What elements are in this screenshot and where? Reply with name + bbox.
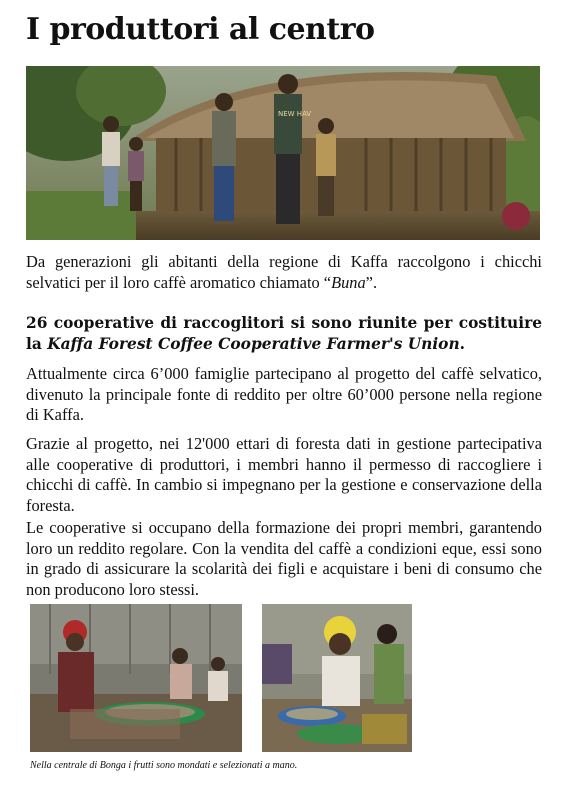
body-paragraph-2: Grazie al progetto, nei 12'000 ettari di foresta dati in gestione partecipativa alle cooperative di produttori, i membri hanno il permesso di raccogliere i chicchi di caffè. In cambio si impegnano per la gestione e conservazione della foresta.: [26, 434, 542, 515]
lead-text-start: Da generazioni gli abitanti della regione di Kaffa raccolgono i chicchi selvatici per il loro caffè aromatico chiamato “: [26, 252, 542, 292]
page-title: I produttori al centro: [26, 12, 375, 47]
lead-emphasis: Buna: [331, 272, 366, 292]
lead-text-end: ”.: [365, 272, 378, 292]
photo-caption: Nella centrale di Bonga i frutti sono mondati e selezionati a mano.: [30, 760, 298, 771]
heading-text-end: .: [459, 334, 465, 353]
photo-women-sorting-left: [30, 604, 242, 752]
photo-children-hut: [26, 66, 540, 240]
body-paragraph-1: Attualmente circa 6’000 famiglie partecipano al progetto del caffè selvatico, divenuto la principale fonte di reddito per oltre 60’000 persone nella regione di Kaffa.: [26, 364, 542, 424]
section-heading: [26, 313, 542, 354]
photo-women-sorting-right: [262, 604, 412, 752]
heading-emphasis: Kaffa Forest Coffee Cooperative Farmer's Union: [47, 334, 460, 353]
heading-text-start: 26 cooperative di raccoglitori si sono riunite per costituire la: [26, 314, 542, 353]
body-paragraph-3: Le cooperative si occupano della formazione dei propri membri, garantendo loro un reddito regolare. Con la vendita del caffè a condizioni eque, essi sono in grado di assicurare la scolarità dei figli e acquistare i beni di consumo che non producono loro stessi.: [26, 518, 542, 599]
lead-paragraph: [26, 252, 542, 293]
svg-text:NEW HAV: NEW HAV: [278, 110, 312, 118]
